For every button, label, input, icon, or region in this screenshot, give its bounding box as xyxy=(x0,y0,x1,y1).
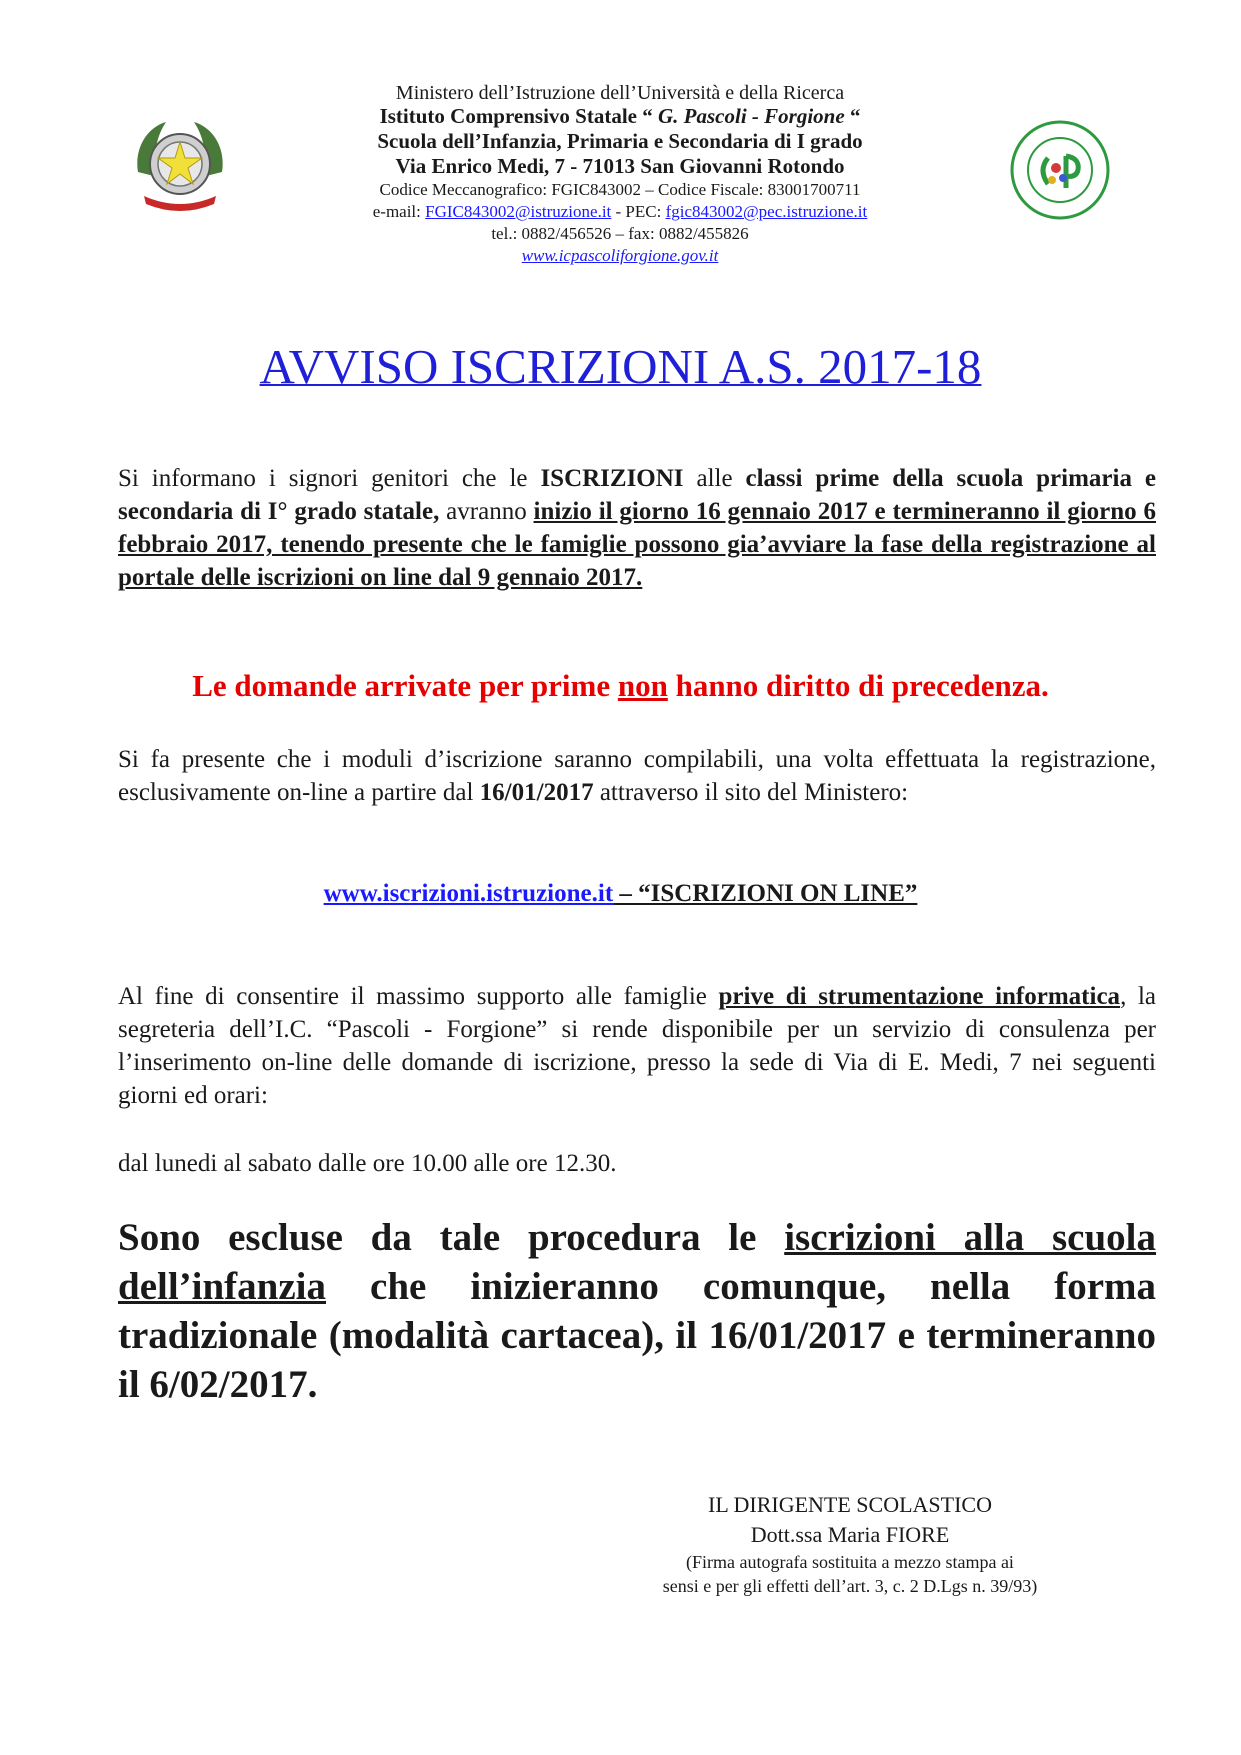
office-hours: dal lunedi al sabato dalle ore 10.00 alle ore 12.30. xyxy=(118,1150,617,1177)
website-link[interactable]: www.icpascoliforgione.gov.it xyxy=(521,246,719,265)
republic-emblem-icon xyxy=(128,112,232,216)
online-forms-paragraph: Si fa presente che i moduli d’iscrizione saranno compilabili, una volta effettuata la registrazione, esclusivamente on-line a partire dal 16/01/2017 attraverso il sito del Ministero: xyxy=(118,746,1156,806)
priority-notice: Le domande arrivate per prime non hanno diritto di precedenza. xyxy=(192,668,1049,703)
letterhead xyxy=(280,82,960,267)
pec-link[interactable]: fgic843002@pec.istruzione.it xyxy=(665,202,868,221)
signature-note-1: (Firma autografa sostituita a mezzo stampa ai xyxy=(686,1552,1014,1572)
school-codes: Codice Meccanografico: FGIC843002 – Codice Fiscale: 83001700711 xyxy=(379,180,861,199)
notice-title: AVVISO ISCRIZIONI A.S. 2017-18 xyxy=(259,339,982,394)
signature-note-2: sensi e per gli effetti dell’art. 3, c. 2 D.Lgs n. 39/93) xyxy=(662,1576,1038,1596)
school-address: Via Enrico Medi, 7 - 71013 San Giovanni Rotondo xyxy=(395,154,845,178)
signature-role: IL DIRIGENTE SCOLASTICO xyxy=(708,1492,992,1517)
signature-name: Dott.ssa Maria FIORE xyxy=(750,1522,950,1547)
ministry-link-line: www.iscrizioni.istruzione.it – “ISCRIZIONI ON LINE” xyxy=(323,880,918,907)
email-link[interactable]: FGIC843002@istruzione.it xyxy=(425,202,612,221)
ministry-name: Ministero dell’Istruzione dell’Università e della Ricerca xyxy=(395,82,845,104)
contact-phone: tel.: 0882/456526 – fax: 0882/455826 xyxy=(491,224,749,243)
enrollment-paragraph: Si informano i signori genitori che le ISCRIZIONI alle classi prime della scuola primaria e secondaria di I° grado statale, avranno inizio il giorno 16 gennaio 2017 e termineranno il giorno 6 febbraio 2017, tenendo presente che le famiglie possono gia’avviare la fase della registrazione al portale delle iscrizioni on line dal 9 gennaio 2017. xyxy=(118,465,1156,591)
signature-block xyxy=(620,1490,1080,1598)
school-name: Istituto Comprensivo Statale “ G. Pascoli - Forgione “ xyxy=(379,104,861,128)
contact-emails: e-mail: FGIC843002@istruzione.it - PEC: fgic843002@pec.istruzione.it xyxy=(372,202,868,221)
school-logo-icon xyxy=(1008,118,1112,222)
kindergarten-notice: Sono escluse da tale procedura le iscrizioni alla scuola dell’infanzia che inizieranno comunque, nella forma tradizionale (modalità cartacea), il 16/01/2017 e termineranno il 6/02/2017. xyxy=(118,1216,1157,1406)
iscrizioni-link[interactable]: www.iscrizioni.istruzione.it xyxy=(323,880,614,907)
support-paragraph: Al fine di consentire il massimo supporto alle famiglie prive di strumentazione informatica, la segreteria dell’I.C. “Pascoli - Forgione” si rende disponibile per un servizio di consulenza per l’inserimento on-line delle domande di iscrizione, presso la sede di Via di E. Medi, 7 nei seguenti giorni ed orari: xyxy=(118,983,1156,1109)
school-type: Scuola dell’Infanzia, Primaria e Secondaria di I grado xyxy=(377,129,863,153)
